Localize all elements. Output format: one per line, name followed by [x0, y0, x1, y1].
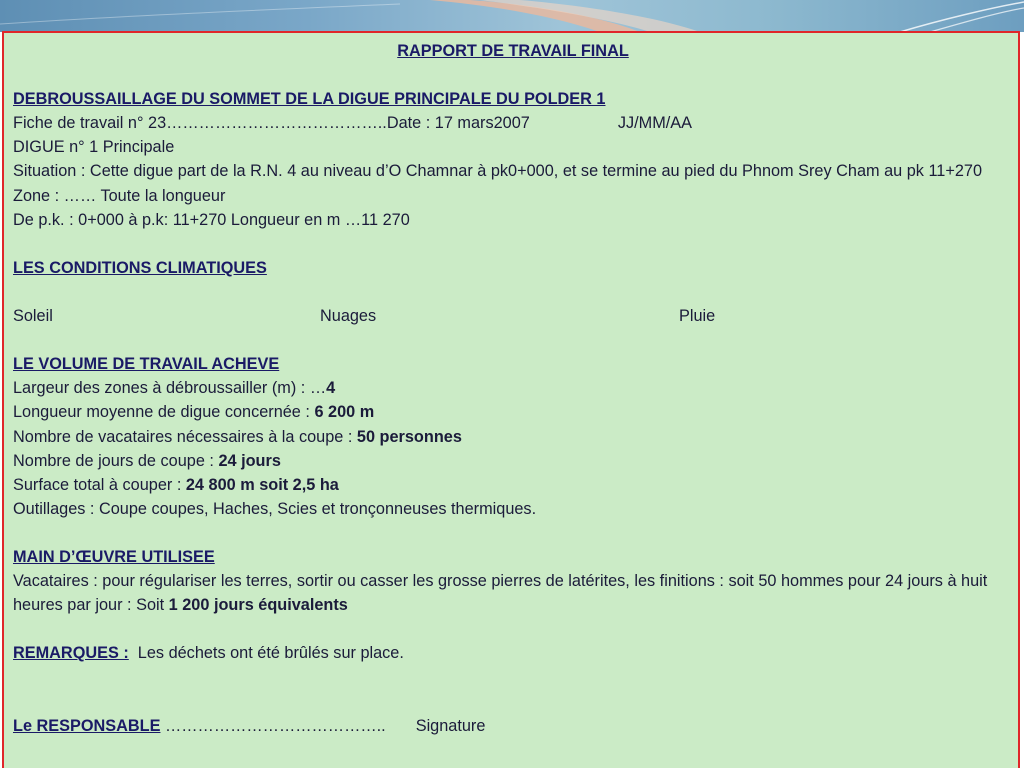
jours-value: 24 jours: [218, 451, 281, 470]
digue-text: DIGUE n° 1 Principale: [13, 138, 175, 157]
zone-text: Zone : …… Toute la longueur: [13, 186, 226, 205]
outillages-text: Outillages : Coupe coupes, Haches, Scies et tronçonneuses thermiques.: [13, 499, 537, 518]
fiche-text: Fiche de travail n° 23…………………………………..Date : 17 mars2007: [13, 114, 530, 133]
report-subject: DEBROUSSAILLAGE DU SOMMET DE LA DIGUE PRINCIPALE DU POLDER 1: [13, 90, 606, 109]
volume-heading: LE VOLUME DE TRAVAIL ACHEVE: [13, 355, 280, 374]
signature-label: Signature: [415, 716, 486, 735]
report-title: RAPPORT DE TRAVAIL FINAL: [397, 42, 629, 60]
surface-value: 24 800 m soit 2,5 ha: [185, 475, 339, 494]
remarques-heading: REMARQUES :: [13, 644, 129, 663]
vacataires-value: 50 personnes: [356, 427, 462, 446]
date-format: JJ/MM/AA: [617, 114, 693, 133]
pk-text: De p.k. : 0+000 à p.k: 11+270 Longueur en m …11 270: [13, 210, 410, 229]
jours-label: Nombre de jours de coupe :: [13, 451, 219, 470]
climate-options: [13, 304, 1013, 328]
decorative-header-band: [0, 0, 1024, 32]
climate-nuages: Nuages: [320, 307, 377, 326]
main-oeuvre-text: Vacataires : pour régulariser les terres, sortir ou casser les grosse pierres de latérites, les finitions : soit 50 hommes pour 24 jours à huit heures par jour : Soit: [13, 572, 988, 615]
vacataires-label: Nombre de vacataires nécessaires à la coupe :: [13, 427, 357, 446]
surface-label: Surface total à couper :: [13, 475, 186, 494]
situation-text: Situation : Cette digue part de la R.N. 4 au niveau d’O Chamnar à pk0+000, et se termine au pied du Phnom Srey Cham au pk 11+270: [13, 162, 983, 181]
largeur-label: Largeur des zones à débroussailler (m) : …: [13, 379, 327, 398]
longueur-value: 6 200 m: [314, 403, 375, 422]
swoosh-decoration: [0, 0, 1024, 32]
climate-soleil: Soleil: [13, 307, 53, 326]
responsable-dots: …………………………………..: [160, 716, 386, 735]
main-oeuvre-value: 1 200 jours équivalents: [168, 596, 348, 615]
remarques-text: Les déchets ont été brûlés sur place.: [137, 644, 404, 663]
longueur-label: Longueur moyenne de digue concernée :: [13, 403, 315, 422]
main-oeuvre-heading: MAIN D’ŒUVRE UTILISEE: [13, 547, 215, 566]
report-content: [13, 39, 1013, 738]
report-panel: [2, 31, 1020, 768]
responsable-heading: Le RESPONSABLE: [13, 716, 161, 735]
fiche-line: [13, 111, 1013, 135]
largeur-value: 4: [326, 379, 336, 398]
climate-heading: LES CONDITIONS CLIMATIQUES: [13, 258, 267, 277]
climate-pluie: Pluie: [679, 307, 716, 326]
